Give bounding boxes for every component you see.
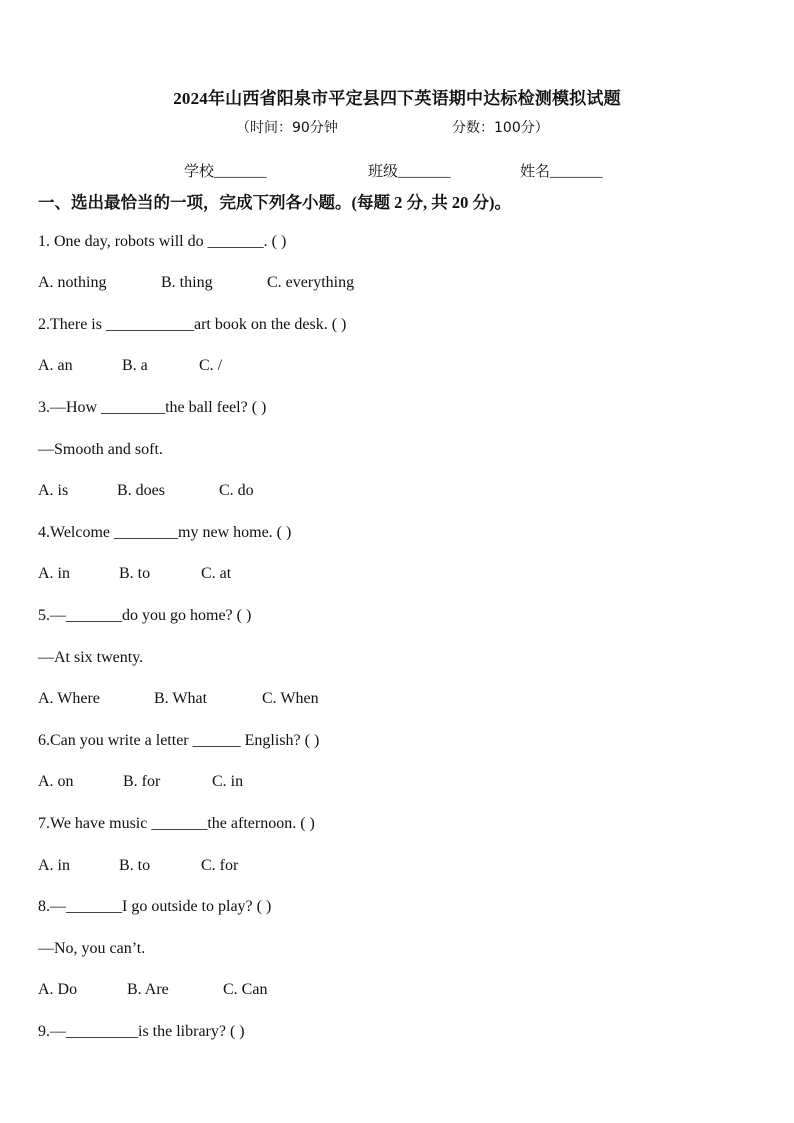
option-b[interactable]: B. Are	[127, 981, 169, 998]
option-b[interactable]: B. for	[123, 773, 161, 790]
option-b[interactable]: B. thing	[161, 274, 213, 291]
question-3-dialogue: —Smooth and soft.	[38, 441, 163, 458]
question-5-options	[38, 690, 319, 708]
question-1: 1. One day, robots will do _______. ( )	[38, 233, 287, 250]
question-8: 8.—_______I go outside to play? ( )	[38, 898, 272, 915]
question-7-options	[38, 857, 238, 875]
exam-time: （时间：90分钟	[236, 120, 338, 136]
option-a[interactable]: A. on	[38, 773, 74, 790]
option-b[interactable]: B. to	[119, 857, 151, 874]
question-2-options	[38, 357, 222, 375]
option-a[interactable]: A. in	[38, 857, 70, 874]
option-a[interactable]: A. an	[38, 357, 73, 374]
option-c[interactable]: C. Can	[223, 981, 268, 998]
question-9: 9.—_________is the library? ( )	[38, 1023, 245, 1040]
option-c[interactable]: C. in	[212, 773, 244, 790]
option-c[interactable]: C. do	[219, 482, 254, 499]
option-c[interactable]: C. everything	[267, 274, 355, 291]
question-8-dialogue: —No, you can’t.	[38, 940, 146, 957]
name-field[interactable]: 姓名_______	[520, 164, 603, 180]
option-a[interactable]: A. nothing	[38, 274, 107, 291]
option-b[interactable]: B. to	[119, 565, 151, 582]
option-a[interactable]: A. is	[38, 482, 69, 499]
question-3-options	[38, 482, 254, 500]
question-5-dialogue: —At six twenty.	[38, 649, 144, 666]
option-c[interactable]: C. /	[199, 357, 223, 374]
question-5: 5.—_______do you go home? ( )	[38, 607, 252, 624]
question-6-options	[38, 773, 243, 791]
class-field[interactable]: 班级_______	[368, 164, 451, 180]
section-heading: 一、选出最恰当的一项，完成下列各小题。(每题 2 分, 共 20 分)。	[38, 193, 511, 212]
school-field[interactable]: 学校_______	[184, 164, 267, 180]
option-b[interactable]: B. What	[154, 690, 208, 707]
exam-title: 2024年山西省阳泉市平定县四下英语期中达标检测模拟试题	[173, 89, 621, 108]
option-a[interactable]: A. Do	[38, 981, 78, 998]
option-b[interactable]: B. does	[117, 482, 165, 499]
option-a[interactable]: A. in	[38, 565, 70, 582]
question-4: 4.Welcome ________my new home. ( )	[38, 524, 292, 541]
option-a[interactable]: A. Where	[38, 690, 100, 707]
question-4-options	[38, 565, 231, 583]
exam-score: 分数：100分）	[452, 120, 549, 136]
option-c[interactable]: C. at	[201, 565, 232, 582]
question-7: 7.We have music _______the afternoon. ( )	[38, 815, 315, 832]
question-3: 3.—How ________the ball feel? ( )	[38, 399, 267, 416]
question-8-options	[38, 981, 267, 999]
option-c[interactable]: C. When	[262, 690, 319, 707]
question-2: 2.There is ___________art book on the desk. ( )	[38, 316, 347, 333]
option-c[interactable]: C. for	[201, 857, 239, 874]
question-6: 6.Can you write a letter ______ English? ( )	[38, 732, 320, 749]
option-b[interactable]: B. a	[122, 357, 148, 374]
question-1-options	[38, 274, 354, 292]
